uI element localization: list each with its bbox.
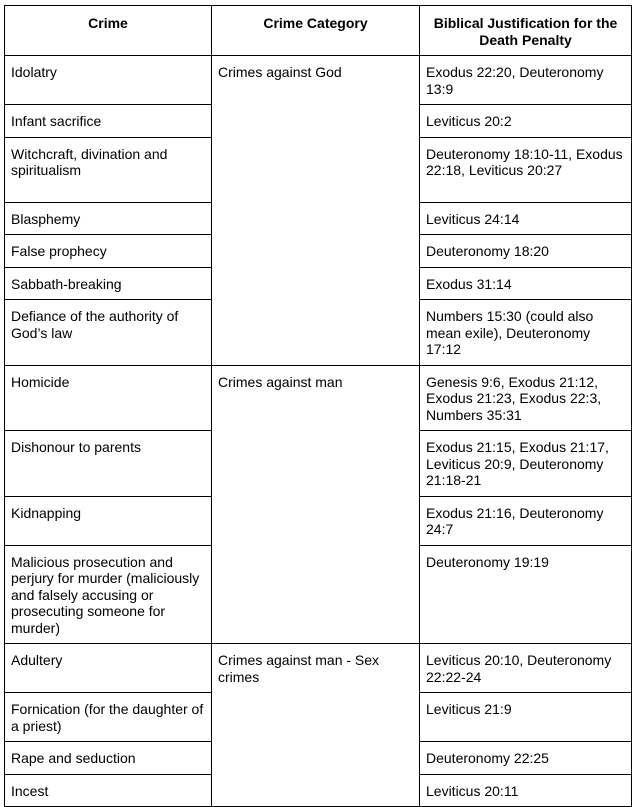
justification-cell: Leviticus 20:2: [420, 105, 632, 138]
death-penalty-table: [4, 5, 632, 807]
justification-cell: Leviticus 20:10, Deuteronomy 22:22-24: [420, 644, 632, 693]
justification-cell: Leviticus 24:14: [420, 202, 632, 235]
crime-cell: Idolatry: [5, 56, 212, 105]
category-cell: Crimes against man - Sex crimes: [212, 644, 420, 807]
crime-cell: Witchcraft, divination and spiritualism: [5, 137, 212, 202]
crime-cell: Defiance of the authority of God’s law: [5, 300, 212, 366]
justification-cell: Exodus 31:14: [420, 267, 632, 300]
category-cell: Crimes against God: [212, 56, 420, 366]
justification-cell: Genesis 9:6, Exodus 21:12, Exodus 21:23, Exodus 22:3, Numbers 35:31: [420, 365, 632, 431]
header-category: Crime Category: [212, 6, 420, 56]
table-row: [5, 644, 632, 693]
category-cell: Crimes against man: [212, 365, 420, 644]
crime-cell: Rape and seduction: [5, 742, 212, 775]
justification-cell: Deuteronomy 19:19: [420, 545, 632, 644]
crime-cell: Homicide: [5, 365, 212, 431]
header-justification: Biblical Justification for the Death Penalty: [420, 6, 632, 56]
table-row: [5, 365, 632, 431]
header-crime: Crime: [5, 6, 212, 56]
crime-cell: Incest: [5, 774, 212, 807]
justification-cell: Deuteronomy 22:25: [420, 742, 632, 775]
justification-cell: Exodus 21:16, Deuteronomy 24:7: [420, 496, 632, 545]
crime-cell: Malicious prosecution and perjury for murder (maliciously and falsely accusing or prosecuting someone for murder): [5, 545, 212, 644]
crime-cell: Kidnapping: [5, 496, 212, 545]
crime-cell: Blasphemy: [5, 202, 212, 235]
crime-cell: Sabbath-breaking: [5, 267, 212, 300]
justification-cell: Deuteronomy 18:20: [420, 235, 632, 268]
justification-cell: Leviticus 20:11: [420, 774, 632, 807]
table-row: [5, 56, 632, 105]
justification-cell: Deuteronomy 18:10-11, Exodus 22:18, Leviticus 20:27: [420, 137, 632, 202]
header-row: [5, 6, 632, 56]
crime-cell: Adultery: [5, 644, 212, 693]
crime-cell: Dishonour to parents: [5, 431, 212, 497]
justification-cell: Numbers 15:30 (could also mean exile), Deuteronomy 17:12: [420, 300, 632, 366]
justification-cell: Leviticus 21:9: [420, 693, 632, 742]
crime-cell: Fornication (for the daughter of a priest): [5, 693, 212, 742]
crime-cell: Infant sacrifice: [5, 105, 212, 138]
justification-cell: Exodus 22:20, Deuteronomy 13:9: [420, 56, 632, 105]
justification-cell: Exodus 21:15, Exodus 21:17, Leviticus 20:9, Deuteronomy 21:18-21: [420, 431, 632, 497]
crime-cell: False prophecy: [5, 235, 212, 268]
